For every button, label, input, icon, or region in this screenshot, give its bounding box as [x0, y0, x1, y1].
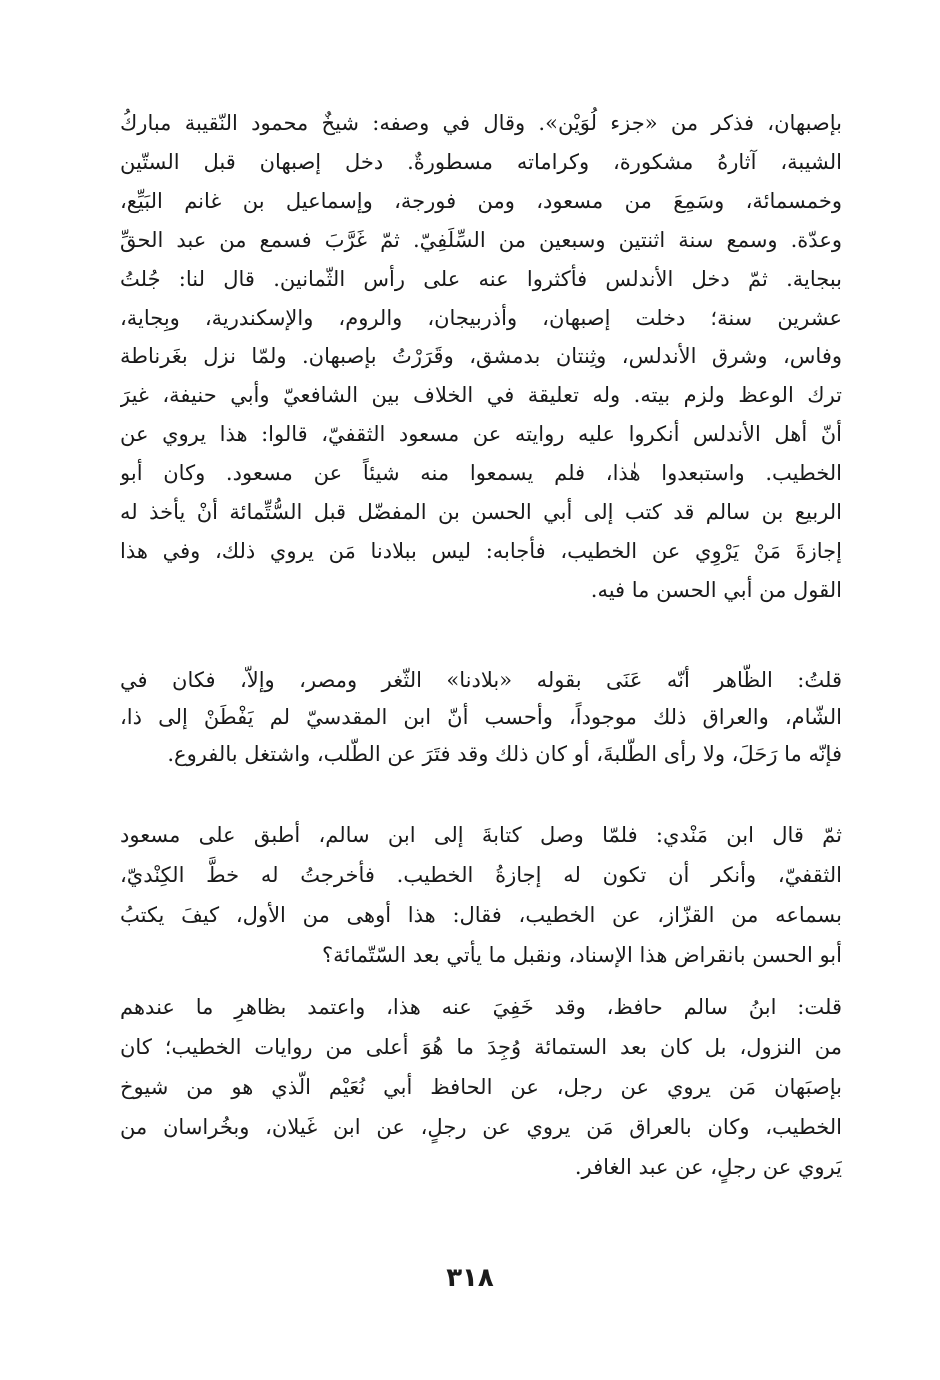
paragraph-1 — [120, 104, 842, 610]
text-line: الخطيب. واستبعدوا هٰذا، فلم يسمعوا منه شيئاً عن مسعود. وكان أبو — [120, 461, 842, 486]
text-line: بسماعه من القزّاز، عن الخطيب، فقال: هذا أوهى من الأول، كيفَ يكتبُ — [120, 903, 842, 927]
text-line: إجازةَ مَنْ يَرْوِي عن الخطيب، فأجابه: ليس ببلادنا مَن يروي ذلك، وفي هذا — [120, 538, 842, 563]
paragraph-2 — [120, 662, 842, 773]
text-line: الشّام، والعراق ذلك موجوداً، وأحسب أنّ ابن المقدسيّ لم يَفْطَنْ إلى ذا، — [120, 705, 842, 729]
text-line: ترك الوعظ ولزم بيته. وله تعليقة في الخلاف بين الشافعيّ وأبي حنيفة، غيرَ — [120, 383, 842, 408]
text-line: بإصبَهان مَن يروي عن رجل، عن الحافظ أبي نُعَيْم الّذي هو من شيوخ — [120, 1075, 842, 1099]
text-line: فإنّه ما رَحَلَ، ولا رأى الطّلبةَ، أو كان ذلك وقد فتَرَ عن الطّلب، واشتغل بالفروع. — [167, 742, 842, 766]
text-line: وفاس، وشرق الأندلس، وثِنتان بدمشق، وقَرَرْتُ بإصبهان. ولمّا نزل بغَرناطة — [120, 344, 842, 369]
text-line: عشرين سنة؛ دخلت إصبهان، وأذربيجان، والروم، والإسكندرية، وبِجاية، — [120, 305, 842, 330]
text-line: قلت: ابنُ سالم حافظ، وقد خَفِيَ عنه هذا، واعتمد بظاهرِ ما عندهم — [120, 995, 842, 1019]
paragraph-4 — [120, 987, 842, 1187]
text-line: ثمّ قال ابن مَنْدي: فلمّا وصل كتابةَ إلى ابن سالم، أطبق على مسعود — [120, 823, 842, 847]
text-line: القول من أبي الحسن ما فيه. — [590, 577, 842, 602]
text-line: الثقفيّ، وأنكر أن تكون له إجازةُ الخطيب. فأخرجتُ له خطَّ الكِنْديّ، — [120, 863, 842, 887]
text-line: من النزول، بل كان بعد الستمائة وُجِدَ ما هُوَ أعلى من روايات الخطيب؛ كان — [120, 1035, 842, 1059]
text-line: أبو الحسن بانقراض هذا الإسناد، ونقبل ما يأتي بعد السّتّمائة؟ — [321, 943, 842, 967]
text-line: وخمسمائة، وسَمِعَ من مسعود، ومن فورجة، وإسماعيل بن غانم البَيِّع، — [120, 188, 842, 213]
text-line: الشيبة، آثارهُ مشكورة، وكراماته مسطورةٌ. دخل إصبهان قبل الستّين — [120, 149, 842, 174]
text-line: يَروي عن رجلٍ، عن عبد الغافر. — [574, 1155, 842, 1179]
page-number: ٣١٨ — [446, 1263, 494, 1293]
text-line: الربيع بن سالم قد كتب إلى أبي الحسن بن المفضّل قبل السُّتِّمائة أنْ يأخذ له — [120, 500, 842, 525]
text-line: وعدّة. وسمع سنة اثنتين وسبعين من السِّلَفِيّ. ثمّ غَرَّبَ فسمع من عبد الحقِّ — [120, 227, 842, 252]
text-line: بإصبهان، فذكر من «جزء لُوَيْن». وقال في وصفه: شيخٌ محمود النّقيبة مباركُ — [120, 111, 842, 135]
text-line: قلتُ: الظّاهر أنّه عَنَى بقوله «بلادنا» الثّغر ومصر، وإلاّ، فكان في — [120, 668, 842, 692]
paragraph-3 — [120, 815, 842, 975]
text-line: الخطيب، وكان بالعراق مَن يروي عن رجلٍ، عن ابن غَيلان، وبخُراسان من — [120, 1115, 842, 1139]
text-line: أنّ أهل الأندلس أنكروا عليه روايته عن مسعود الثقفيّ، قالوا: هذا يروي عن — [120, 422, 842, 447]
text-line: ببجاية. ثمّ دخل الأندلس فأكثروا عنه على رأس الثّمانين. قال لنا: جُلتُ — [120, 266, 842, 291]
